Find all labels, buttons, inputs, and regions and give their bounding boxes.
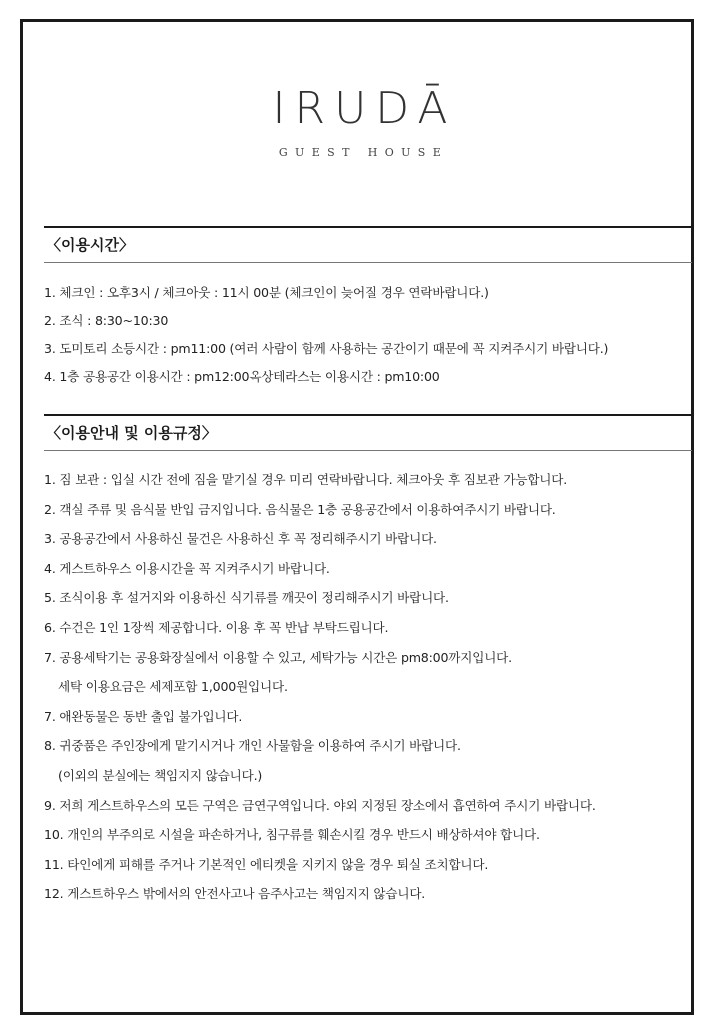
rule-item: 9. 저희 게스트하우스의 모든 구역은 금연구역입니다. 야외 지정된 장소에서 흡연하여 주시기 바랍니다. [44,797,596,813]
section-title-usage-time: 〈이용시간〉 [46,236,134,254]
rule-item: 2. 객실 주류 및 음식물 반입 금지입니다. 음식물은 1층 공용공간에서 이용하여주시기 바랍니다. [44,501,556,517]
usage-time-section-header [44,226,692,263]
usage-time-item: 3. 도미토리 소등시간 : pm11:00 (여러 사람이 함께 사용하는 공간이기 때문에 꼭 지켜주시기 바랍니다.) [44,341,609,356]
logo-wordmark: IRUDĀ [272,83,457,134]
usage-time-item: 2. 조식 : 8:30~10:30 [44,313,169,328]
rule-item: 12. 게스트하우스 밖에서의 안전사고나 음주사고는 책임지지 않습니다. [44,886,426,902]
rule-item-continuation: 세탁 이용요금은 세제포함 1,000원입니다. [58,679,288,695]
section-divider-bottom [44,450,692,451]
logo-subtitle: GUEST HOUSE [278,146,449,159]
usage-time-item: 1. 체크인 : 오후3시 / 체크아웃 : 11시 00분 (체크인이 늦어질 경우 연락바랍니다.) [44,285,489,300]
section-title-rules: 〈이용안내 및 이용규정〉 [46,424,217,442]
usage-time-item: 4. 1층 공용공간 이용시간 : pm12:00옥상테라스는 이용시간 : pm10:00 [44,369,440,384]
usage-time-list [44,281,692,393]
rule-item: 4. 게스트하우스 이용시간을 꼭 지켜주시기 바랍니다. [44,560,330,576]
rule-item: 5. 조식이용 후 설거지와 이용하신 식기류를 깨끗이 정리해주시기 바랍니다. [44,590,449,606]
rule-item: 7. 공용세탁기는 공용화장실에서 이용할 수 있고, 세탁가능 시간은 pm8:00까지입니다. [44,649,512,665]
rule-item: 6. 수건은 1인 1장씩 제공합니다. 이용 후 꼭 반납 부탁드립니다. [44,619,389,635]
rule-item: 10. 개인의 부주의로 시설을 파손하거나, 침구류를 훼손시킬 경우 반드시 배상하셔야 합니다. [44,827,540,843]
rules-list [44,467,692,911]
rule-item: 1. 짐 보관 : 입실 시간 전에 짐을 맡기실 경우 미리 연락바랍니다. 체크아웃 후 짐보관 가능합니다. [44,472,568,487]
rule-item-continuation: (이외의 분실에는 책임지지 않습니다.) [58,767,263,783]
rules-section-header [44,414,692,451]
rule-item: 3. 공용공간에서 사용하신 물건은 사용하신 후 꼭 정리해주시기 바랍니다. [44,531,437,547]
rule-item: 11. 타인에게 피해를 주거나 기본적인 에티켓을 지키지 않을 경우 퇴실 조치합니다. [44,856,489,872]
logo [0,84,720,159]
section-divider-bottom [44,262,692,263]
rule-item: 7. 애완동물은 동반 출입 불가입니다. [44,708,243,724]
rule-item: 8. 귀중품은 주인장에게 맡기시거나 개인 사물함을 이용하여 주시기 바랍니다. [44,738,461,754]
